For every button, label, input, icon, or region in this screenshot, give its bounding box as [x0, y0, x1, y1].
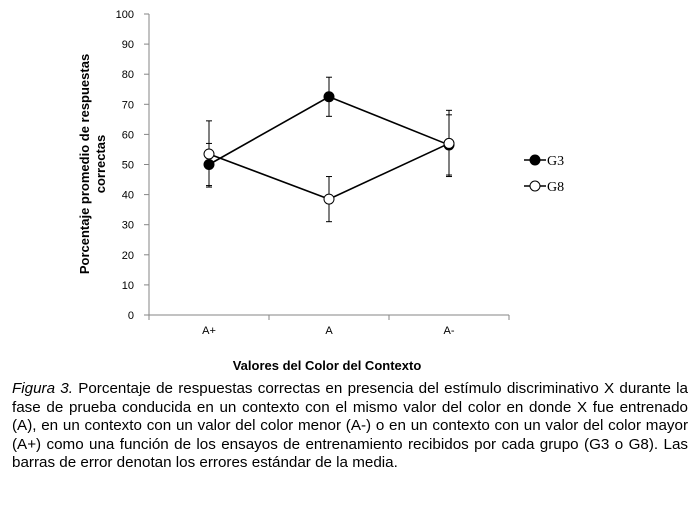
legend-marker-g3: [530, 155, 540, 165]
y-axis-title-line: Porcentaje promedio de respuestas: [77, 53, 92, 275]
data-point-g8: [444, 138, 454, 148]
legend-marker-g8: [530, 181, 540, 191]
y-tick-label: 100: [115, 9, 134, 21]
figure-caption-text: Porcentaje de respuestas correctas en presencia del estímulo discriminativo X durante la fase de prueba conducida en un contexto con el mismo valor del color en donde X fue entrenado (A), en un contexto con un valor del color menor (A-) o en un contexto con un valor del color mayor (A+) como una función de los ensayos de entrenamiento recibidos por cada grupo (G3 o G8). Las barras de error denotan los errores estándar de la media.: [12, 380, 688, 471]
data-point-g3: [324, 92, 334, 102]
y-tick-label: 80: [121, 69, 134, 82]
y-tick-label: 50: [121, 159, 134, 172]
data-point-g8: [204, 149, 214, 159]
y-axis-ticks: [116, 9, 149, 322]
figure-caption: [12, 380, 688, 473]
y-axis-title: [77, 54, 108, 274]
x-tick-label: A-: [443, 325, 455, 337]
x-axis-ticks: [149, 315, 509, 337]
y-tick-label: 60: [121, 129, 134, 142]
legend-label-g8: G8: [547, 180, 565, 195]
y-tick-label: 70: [121, 99, 134, 112]
y-axis-title-line: correctas: [93, 134, 108, 194]
data-point-g8: [324, 194, 334, 204]
y-tick-label: 40: [121, 189, 134, 202]
legend-label-g3: G3: [547, 154, 565, 169]
y-tick-label: 0: [127, 310, 134, 322]
x-tick-label: A: [325, 325, 333, 337]
y-tick-label: 20: [121, 249, 134, 262]
legend: [524, 154, 564, 195]
data-point-g3: [204, 160, 214, 170]
figure-caption-label: Figura 3.: [12, 380, 73, 397]
y-tick-label: 90: [121, 39, 134, 52]
y-tick-label: 10: [121, 279, 134, 292]
x-axis-title: Valores del Color del Contexto: [232, 358, 422, 373]
x-tick-label: A+: [202, 325, 216, 337]
y-tick-label: 30: [121, 219, 134, 232]
chart-axes: [149, 14, 509, 315]
